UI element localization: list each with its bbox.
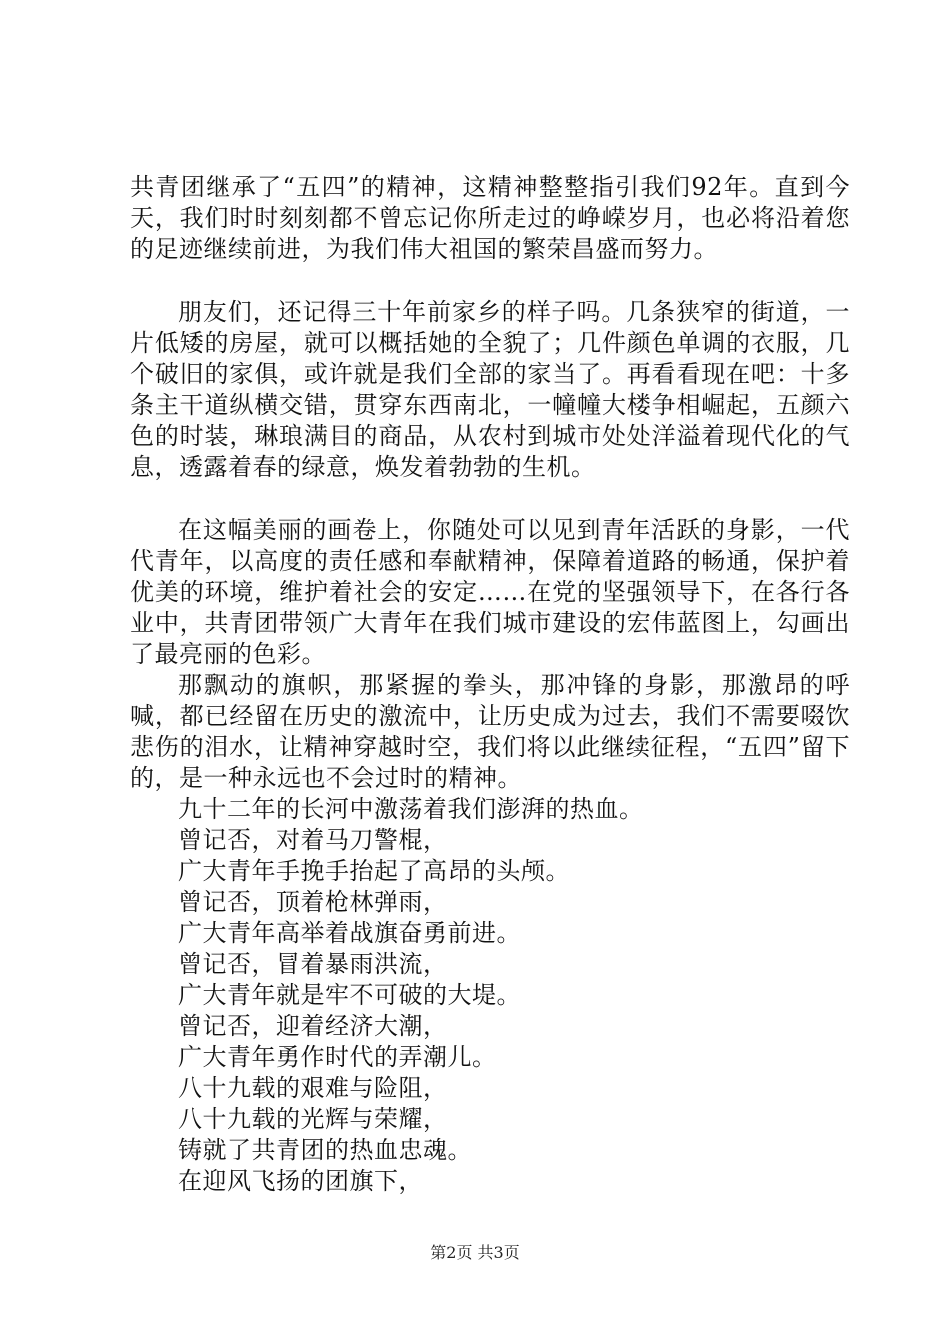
- poem-line: 八十九载的光辉与荣耀，: [178, 1105, 448, 1133]
- body-text: [130, 172, 850, 1197]
- paragraph-gap: [130, 265, 850, 297]
- paragraph-gap: [130, 483, 850, 515]
- poem-line: 九十二年的长河中激荡着我们澎湃的热血。: [178, 795, 644, 823]
- poem-line: 广大青年高举着战旗奋勇前进。: [178, 919, 521, 947]
- paragraph-4: 那飘动的旗帜，那紧握的拳头，那冲锋的身影，那激昂的呼喊，都已经留在历史的激流中，让历史成为过去，我们不需要啜饮悲伤的泪水，让精神穿越时空，我们将以此继续征程，“五四”留下的，是一种永远也不会过时的精神。: [130, 671, 850, 792]
- poem-line: 八十九载的艰难与险阻，: [178, 1074, 448, 1102]
- poem-line: 曾记否，对着马刀警棍，: [178, 826, 448, 854]
- paragraph-2: 朋友们，还记得三十年前家乡的样子吗。几条狭窄的街道，一片低矮的房屋，就可以概括她的全貌了；几件颜色单调的衣服，几个破旧的家俱，或许就是我们全部的家当了。再看看现在吧：十多条主干道纵横交错，贯穿东西南北，一幢幢大楼争相崛起，五颜六色的时装，琳琅满目的商品，从农村到城市处处洋溢着现代化的气息，透露着春的绿意，焕发着勃勃的生机。: [130, 298, 850, 481]
- poem-line: 曾记否，顶着枪林弹雨，: [178, 888, 448, 916]
- poem-line: 广大青年手挽手抬起了高昂的头颅。: [178, 857, 570, 885]
- poem-line: 铸就了共青团的热血忠魂。: [178, 1136, 472, 1164]
- paragraph-1: 共青团继承了“五四”的精神，这精神整整指引我们92年。直到今天，我们时时刻刻都不曾忘记你所走过的峥嵘岁月，也必将沿着您的足迹继续前进，为我们伟大祖国的繁荣昌盛而努力。: [130, 173, 850, 263]
- poem-line: 广大青年勇作时代的弄潮儿。: [178, 1043, 497, 1071]
- paragraph-3: 在这幅美丽的画卷上，你随处可以见到青年活跃的身影，一代代青年，以高度的责任感和奉献精神，保障着道路的畅通，保护着优美的环境，维护着社会的安定……在党的坚强领导下，在各行各业中，共青团带领广大青年在我们城市建设的宏伟蓝图上，勾画出了最亮丽的色彩。: [130, 516, 850, 668]
- page-number-footer: 第2页 共3页: [430, 1243, 520, 1262]
- poem: [130, 794, 850, 1197]
- poem-line: 广大青年就是牢不可破的大堤。: [178, 981, 521, 1009]
- poem-line: 在迎风飞扬的团旗下，: [178, 1167, 423, 1195]
- poem-line: 曾记否，迎着经济大潮，: [178, 1012, 448, 1040]
- poem-line: 曾记否，冒着暴雨洪流，: [178, 950, 448, 978]
